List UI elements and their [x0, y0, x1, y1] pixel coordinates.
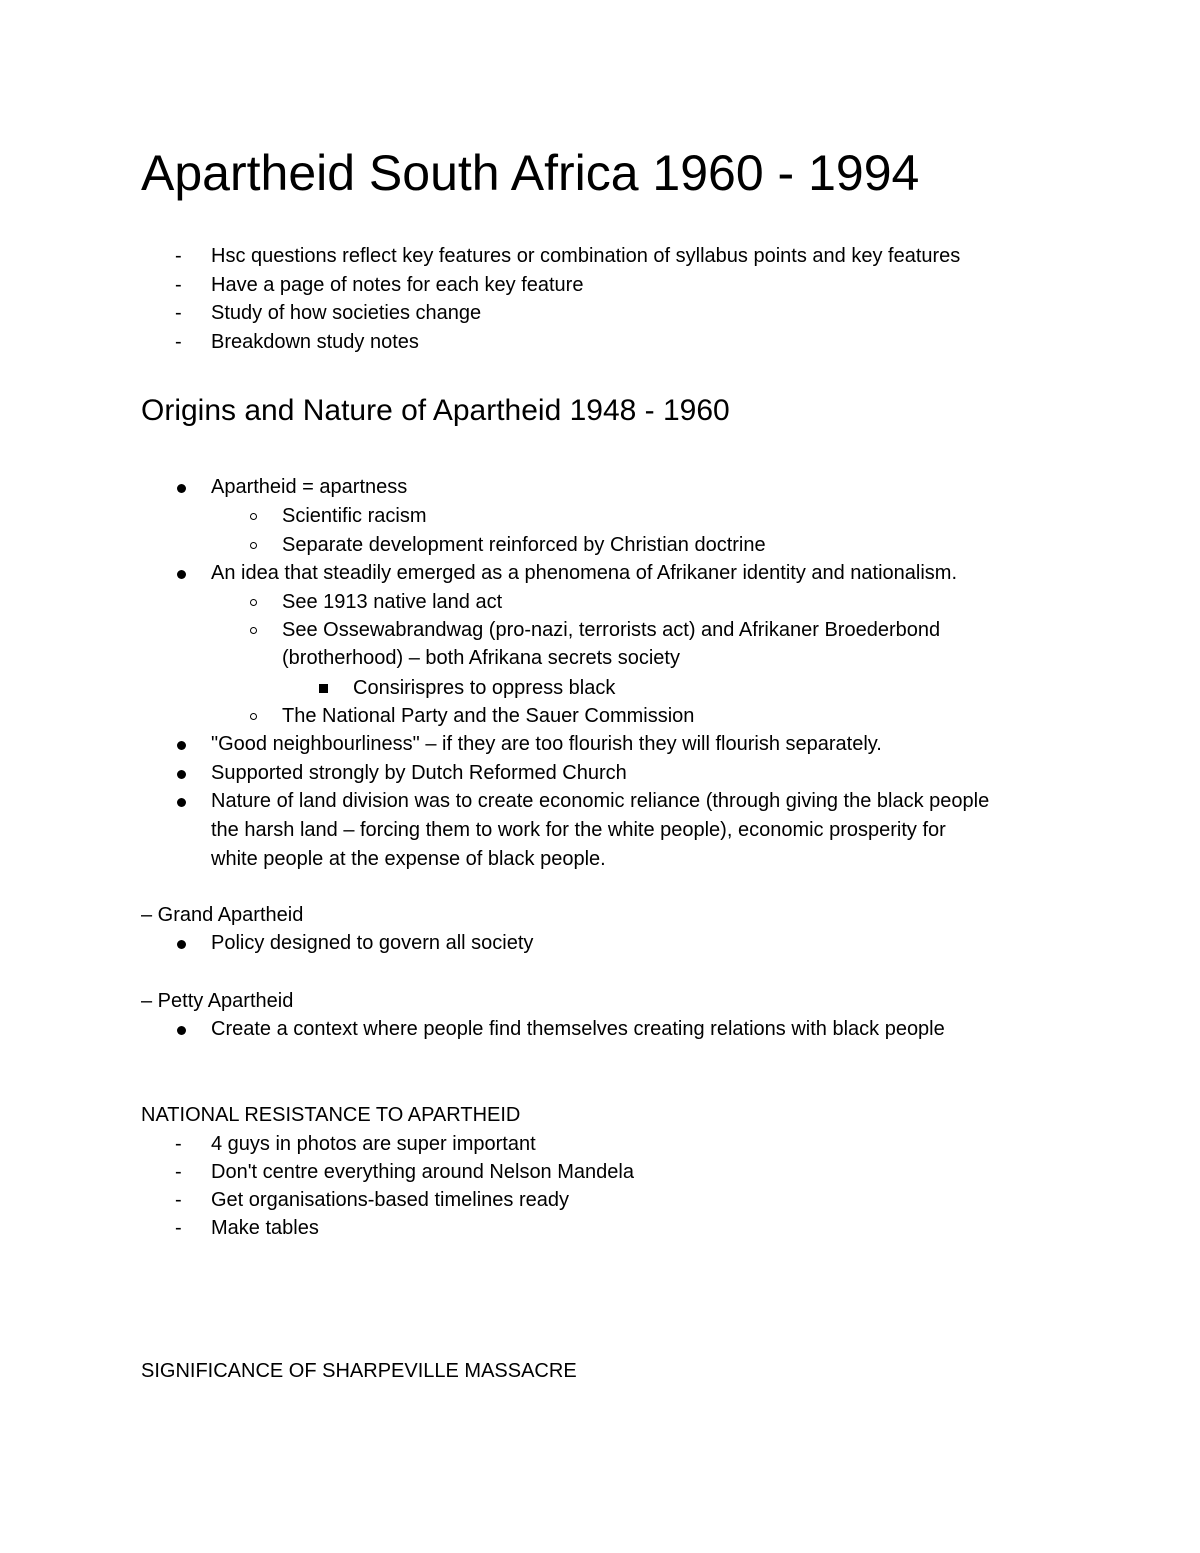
list-item: Create a context where people find themselves creating relations with black people	[211, 1018, 945, 1040]
list-item: See 1913 native land act	[282, 591, 503, 613]
bullet-circle	[250, 713, 257, 720]
list-item: Separate development reinforced by Christian doctrine	[282, 534, 766, 556]
dash-marker: -	[175, 1133, 182, 1155]
dash-marker: -	[175, 274, 182, 296]
dash-marker: -	[175, 1217, 182, 1239]
list-item: Supported strongly by Dutch Reformed Church	[211, 762, 627, 784]
subheading-petty-apartheid: – Petty Apartheid	[141, 990, 294, 1012]
list-item: An idea that steadily emerged as a phenomena of Afrikaner identity and nationalism.	[211, 562, 958, 584]
list-item: The National Party and the Sauer Commission	[282, 705, 695, 727]
list-item: "Good neighbourliness" – if they are too flourish they will flourish separately.	[211, 733, 882, 755]
list-item-continuation: (brotherhood) – both Afrikana secrets society	[282, 647, 680, 669]
list-item: Don't centre everything around Nelson Mandela	[211, 1161, 634, 1183]
list-item: Make tables	[211, 1217, 319, 1239]
bullet-circle	[250, 542, 257, 549]
intro-item: Have a page of notes for each key feature	[211, 274, 584, 296]
bullet-circle	[250, 599, 257, 606]
list-item: See Ossewabrandwag (pro-nazi, terrorists act) and Afrikaner Broederbond	[282, 619, 941, 641]
bullet-disc	[177, 940, 186, 949]
bullet-disc	[177, 741, 186, 750]
dash-marker: -	[175, 1161, 182, 1183]
list-item: 4 guys in photos are super important	[211, 1133, 536, 1155]
list-item: Apartheid = apartness	[211, 476, 408, 498]
intro-item: Breakdown study notes	[211, 331, 419, 353]
bullet-circle	[250, 627, 257, 634]
list-item: Consirispres to oppress black	[353, 677, 616, 699]
list-item: Nature of land division was to create economic reliance (through giving the black people	[211, 790, 990, 812]
list-item: Scientific racism	[282, 505, 427, 527]
bullet-disc	[177, 798, 186, 807]
section-heading-sharpeville: SIGNIFICANCE OF SHARPEVILLE MASSACRE	[141, 1360, 577, 1382]
list-item-continuation: white people at the expense of black people.	[211, 848, 606, 870]
dash-marker: -	[175, 331, 182, 353]
list-item: Get organisations-based timelines ready	[211, 1189, 569, 1211]
intro-item: Study of how societies change	[211, 302, 482, 324]
bullet-disc	[177, 570, 186, 579]
list-item: Policy designed to govern all society	[211, 932, 534, 954]
section-heading-national-resistance: NATIONAL RESISTANCE TO APARTHEID	[141, 1104, 521, 1126]
bullet-disc	[177, 1026, 186, 1035]
dash-marker: -	[175, 302, 182, 324]
list-item-continuation: the harsh land – forcing them to work for the white people), economic prosperity for	[211, 819, 946, 841]
section-heading-origins: Origins and Nature of Apartheid 1948 - 1960	[141, 394, 730, 427]
dash-marker: -	[175, 1189, 182, 1211]
bullet-disc	[177, 484, 186, 493]
bullet-square	[319, 684, 328, 693]
subheading-grand-apartheid: – Grand Apartheid	[141, 904, 304, 926]
bullet-circle	[250, 513, 257, 520]
intro-item: Hsc questions reflect key features or combination of syllabus points and key features	[211, 245, 961, 267]
document-title: Apartheid South Africa 1960 - 1994	[141, 145, 920, 201]
bullet-disc	[177, 770, 186, 779]
dash-marker: -	[175, 245, 182, 267]
